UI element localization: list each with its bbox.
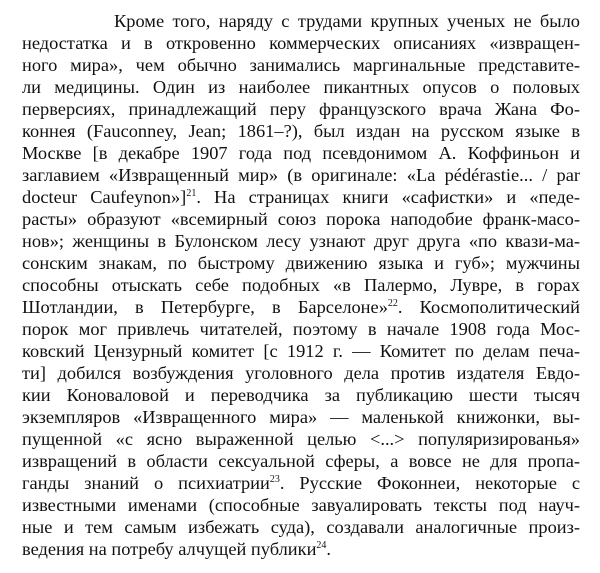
text-line (22, 538, 580, 560)
text-segment: . (326, 539, 332, 559)
text-segment: . Космополитический (397, 297, 580, 317)
text-line: ти] добился возбуждения уголовного дела против издателя Евдо- (22, 363, 580, 383)
text-line: ли медицины. Один из наиболее пикантных опусов о половых (22, 77, 580, 97)
text-line: перверсиях, принадлежащий перу французского врача Жана Фо- (22, 99, 580, 119)
text-line (22, 296, 580, 318)
text-line: коннея (Fauconney, Jean; 1861–?), был издан на русском языке в (22, 121, 580, 141)
text-segment: . На страницах книги «сафистки» и «педе- (196, 187, 580, 207)
text-line: Москве [в декабре 1907 года под псевдонимом А. Коффиньон и (22, 143, 580, 163)
text-line: кии Коноваловой и переводчика за публикацию шести тысяч (22, 385, 580, 405)
text-line: Кроме того, наряду с трудами крупных ученых не было (114, 11, 580, 31)
text-line: экземпляров «Извращенного мира» — маленькой книжонки, вы- (22, 407, 580, 427)
text-line: недостатка и в откровенно коммерческих описаниях «извращен- (22, 33, 580, 53)
text-line: ного мира», чем обычно занимались маргинальные представите- (22, 55, 580, 75)
text-line (22, 472, 580, 494)
text-line: ковский Цензурный комитет [с 1912 г. — Комитет по делам печа- (22, 341, 580, 361)
text-line: сонским знакам, по быстрому движению языка и губ»; мужчины (22, 253, 580, 273)
text-line: способны отыскать себе подобных «в Палермо, Лувре, в горах (22, 275, 580, 295)
text-segment: docteur Caufeynon»] (22, 187, 187, 207)
text-line: порок мог привлечь читателей, поэтому в начале 1908 года Мос- (22, 319, 580, 339)
text-line: извращений в области сексуальной сферы, а вовсе не для пропа- (22, 451, 580, 471)
text-segment: ганды знаний о психиатрии (22, 473, 270, 493)
text-line: пущенной «с ясно выраженной целью <...> популяризированья» (22, 429, 580, 449)
text-segment: Шотландии, в Петербурге, в Барселоне» (22, 297, 388, 317)
text-line: ные и тем самым избежать суда), создавали аналогичные произ- (22, 517, 580, 537)
footnote-ref[interactable]: 23 (269, 473, 280, 485)
text-line: нов»; женщины в Булонском лесу узнают друг друга «по квази-ма- (22, 231, 580, 251)
text-line: расты» образуют «всемирный союз порока наподобие франк-масо- (22, 209, 580, 229)
footnote-ref[interactable]: 21 (186, 187, 197, 199)
footnote-ref[interactable]: 24 (316, 539, 327, 551)
text-line: заглавием «Извращенный мир» (в оригинале: «La pédérastie... / par (22, 165, 580, 185)
footnote-ref[interactable]: 22 (387, 297, 398, 309)
text-line: известными именами (способные завуалировать тексты под науч- (22, 495, 580, 515)
text-segment: ведения на потребу алчущей публики (22, 539, 317, 559)
text-line (22, 186, 580, 208)
text-segment: . Русские Фоконнеи, некоторые с (279, 473, 580, 493)
